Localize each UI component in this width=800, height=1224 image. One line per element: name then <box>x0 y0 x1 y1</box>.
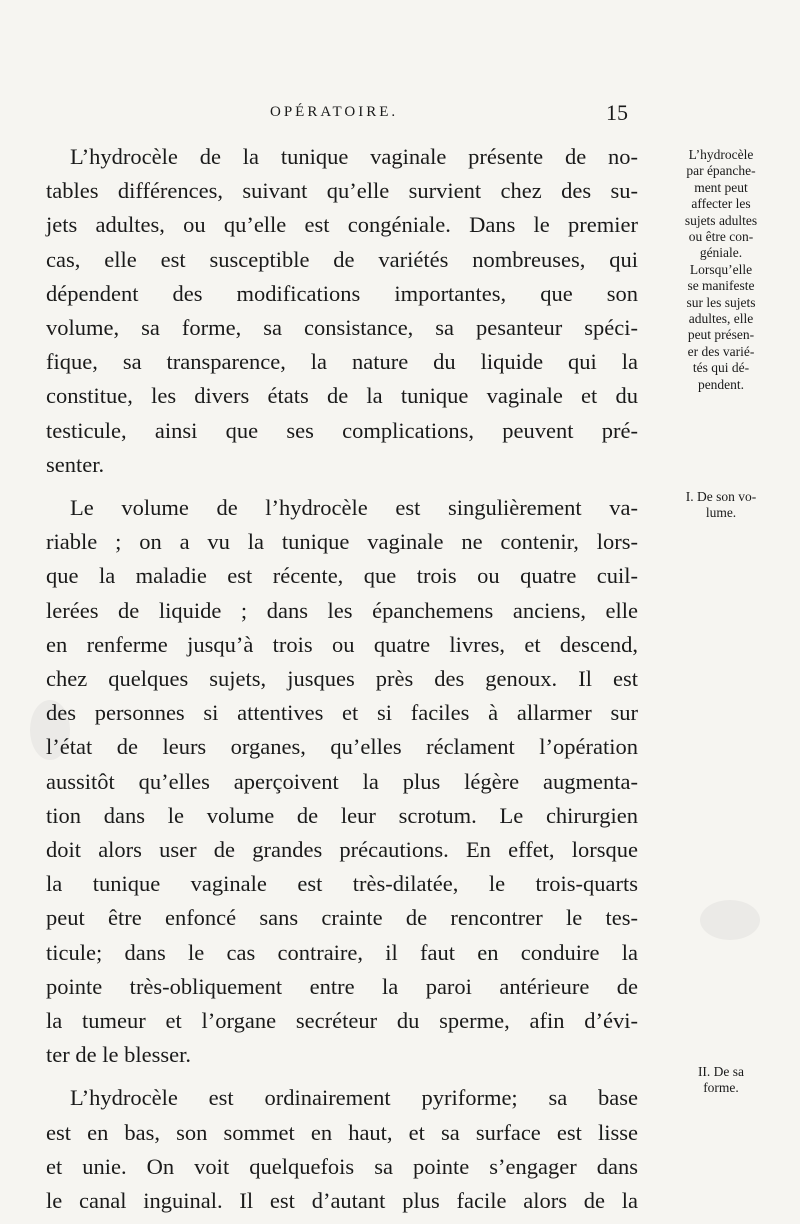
running-head: OPÉRATOIRE. <box>270 104 399 120</box>
margin-note-line: I. De son vo- <box>685 489 757 504</box>
text-line: L’hydrocèle est ordinairement pyriforme; sa base <box>70 1085 638 1111</box>
text-line: peut être enfoncé sans crainte de rencontrer le tes- <box>46 905 638 931</box>
margin-note-line: adultes, elle <box>688 311 754 327</box>
margin-note-line: ou être con- <box>688 229 754 245</box>
margin-note-line: se manifeste <box>687 278 755 294</box>
text-line: l’état de leurs organes, qu’elles réclament l’opération <box>46 734 638 760</box>
main-text <box>46 140 638 1218</box>
text-line: testicule, ainsi que ses complications, peuvent pré- <box>46 417 638 443</box>
margin-note-line: affecter les <box>691 196 751 212</box>
text-line: lerées de liquide ; dans les épanchemens anciens, elle <box>46 597 638 623</box>
text-line: la tumeur et l’organe secréteur du sperme, afin d’évi- <box>46 1008 638 1034</box>
text-line: senter. <box>46 451 105 477</box>
margin-note-line: sur les sujets <box>686 294 756 310</box>
margin-note-line: lume. <box>705 505 737 521</box>
margin-note-line: par épanche- <box>686 163 756 179</box>
text-line: la tunique vaginale est très-dilatée, le trois-quarts <box>46 871 638 897</box>
text-line: tion dans le volume de leur scrotum. Le chirurgien <box>46 802 638 828</box>
text-line: que la maladie est récente, que trois ou quatre cuil- <box>46 563 638 589</box>
margin-note-line: Lorsqu’elle <box>689 261 753 277</box>
margin-note <box>646 489 796 522</box>
margin-note <box>646 1064 796 1097</box>
page-number: 15 <box>606 100 628 125</box>
paragraph <box>46 491 638 1072</box>
text-line: volume, sa forme, sa consistance, sa pesanteur spéci- <box>46 315 638 341</box>
paragraph <box>46 1081 638 1218</box>
text-line: le canal inguinal. Il est d’autant plus facile alors de la <box>46 1188 638 1214</box>
margin-note-line: forme. <box>703 1080 739 1096</box>
margin-note-line: tés qui dé- <box>692 360 750 376</box>
text-line: dépendent des modifications importantes, que son <box>46 280 638 306</box>
margin-note-line: ment peut <box>694 179 748 195</box>
text-line: L’hydrocèle de la tunique vaginale présente de no- <box>70 144 638 169</box>
margin-note <box>646 147 796 393</box>
paper-stain <box>700 900 760 940</box>
margin-note-line: sujets adultes <box>684 212 758 228</box>
text-line: est en bas, son sommet en haut, et sa surface est lisse <box>46 1119 638 1145</box>
text-line: doit alors user de grandes précautions. En effet, lorsque <box>46 837 638 863</box>
text-line: jets adultes, ou qu’elle est congéniale. Dans le premier <box>46 212 638 238</box>
text-line: chez quelques sujets, jusques près des genoux. Il est <box>46 666 638 692</box>
text-line: ticule; dans le cas contraire, il faut en conduire la <box>46 939 638 965</box>
text-line: des personnes si attentives et si faciles à allarmer sur <box>46 700 638 726</box>
margin-note-line: géniale. <box>699 245 743 261</box>
text-line: fique, sa transparence, la nature du liquide qui la <box>46 349 638 375</box>
text-line: Le volume de l’hydrocèle est singulièrement va- <box>70 495 638 521</box>
text-line: riable ; on a vu la tunique vaginale ne contenir, lors- <box>46 529 638 555</box>
margin-note-line: peut présen- <box>687 327 755 343</box>
paragraph <box>46 140 638 482</box>
text-line: ter de le blesser. <box>46 1042 191 1068</box>
margin-note-line: II. De sa <box>697 1064 745 1079</box>
text-line: aussitôt qu’elles aperçoivent la plus légère augmenta- <box>46 768 638 794</box>
text-line: et unie. On voit quelquefois sa pointe s’engager dans <box>46 1153 638 1179</box>
margin-note-line: L’hydrocèle <box>688 147 754 162</box>
text-line: tables différences, suivant qu’elle survient chez des su- <box>46 178 638 204</box>
text-line: constitue, les divers états de la tunique vaginale et du <box>46 383 638 409</box>
margin-note-line: pendent. <box>697 376 745 392</box>
margin-note-line: er des varié- <box>687 343 755 359</box>
text-line: pointe très-obliquement entre la paroi antérieure de <box>46 973 638 999</box>
text-line: en renferme jusqu’à trois ou quatre livres, et descend, <box>46 631 638 657</box>
text-line: cas, elle est susceptible de variétés nombreuses, qui <box>46 246 638 272</box>
